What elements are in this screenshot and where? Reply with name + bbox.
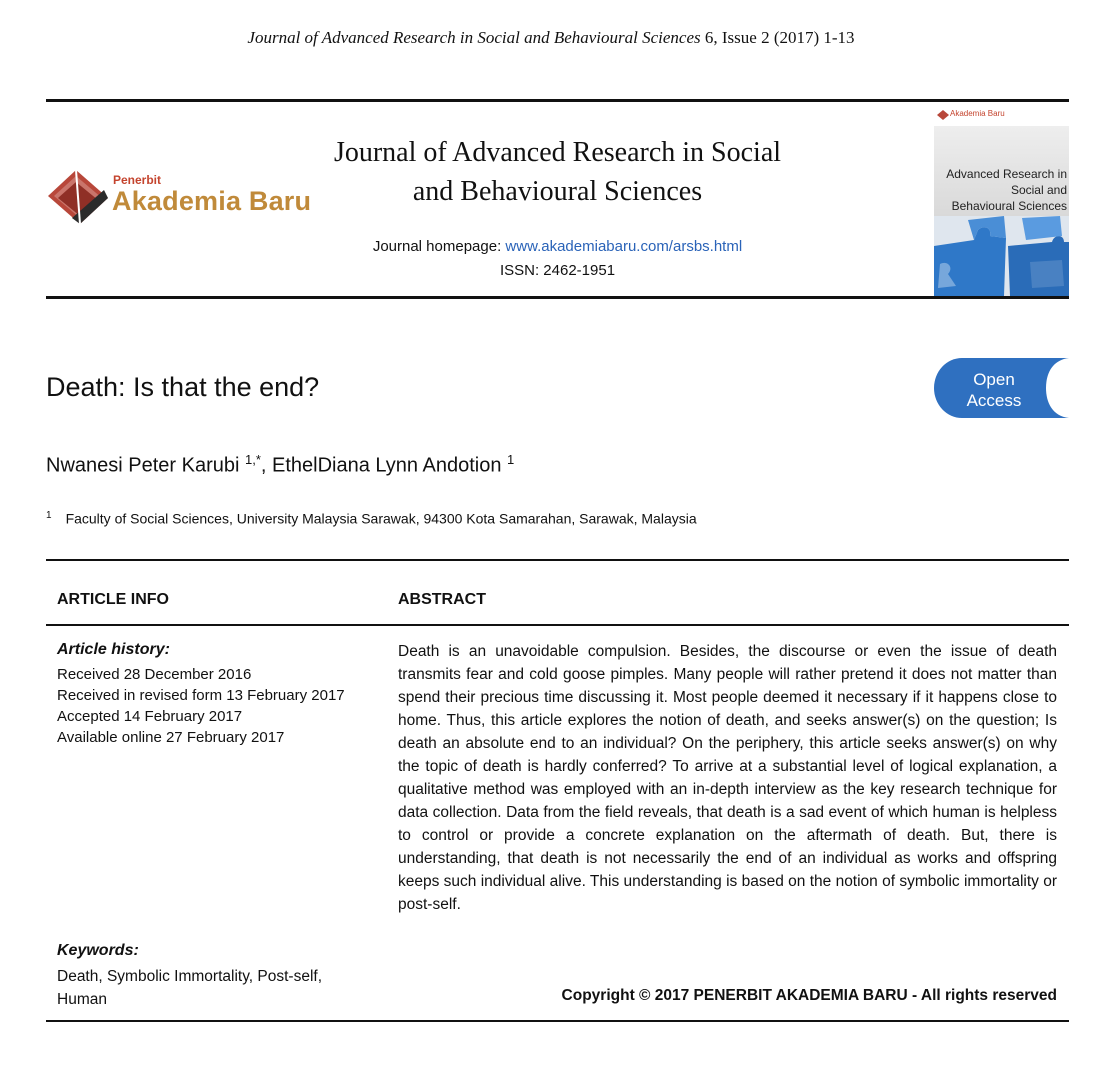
journal-title-line1: Journal of Advanced Research in Social bbox=[333, 137, 782, 168]
cover-top bbox=[934, 104, 1069, 126]
cover-title bbox=[934, 166, 1067, 214]
keywords-heading: Keywords: bbox=[57, 942, 139, 959]
open-access-badge[interactable] bbox=[934, 358, 1069, 418]
keywords-line1: Death, Symbolic Immortality, Post-self, bbox=[57, 968, 323, 985]
running-head-journal: Journal of Advanced Research in Social and Behavioural Sciences bbox=[247, 28, 701, 47]
author-2: EthelDiana Lynn Andotion bbox=[272, 454, 508, 477]
info-bottom-rule bbox=[46, 1020, 1069, 1022]
author-2-mark: 1 bbox=[507, 452, 515, 467]
running-head bbox=[0, 28, 1102, 48]
open-access-line1: Open bbox=[973, 370, 1015, 389]
journal-issn: ISSN: 2462-1951 bbox=[499, 262, 616, 279]
affiliation bbox=[46, 510, 697, 527]
journal-title-line2: and Behavioural Sciences bbox=[412, 176, 703, 207]
header-bottom-rule bbox=[46, 296, 1069, 299]
journal-cover bbox=[934, 104, 1069, 296]
header-top-rule bbox=[46, 99, 1069, 102]
book-logo-icon bbox=[46, 168, 112, 228]
authors bbox=[46, 452, 514, 478]
open-access-line2: Access bbox=[966, 391, 1022, 410]
article-history-heading: Article history: bbox=[57, 641, 170, 658]
history-revised: Received in revised form 13 February 2017 bbox=[57, 687, 345, 704]
info-top-rule bbox=[46, 559, 1069, 561]
publisher-logo bbox=[46, 168, 312, 228]
affiliation-mark: 1 bbox=[46, 510, 52, 521]
cover-logo-icon bbox=[936, 109, 950, 121]
author-separator: , bbox=[260, 454, 273, 477]
homepage-label: Journal homepage: bbox=[372, 238, 506, 255]
logo-publisher-name: Akademia Baru bbox=[112, 186, 312, 216]
open-access-label bbox=[954, 369, 1034, 411]
homepage-link[interactable]: www.akademiabaru.com/arsbs.html bbox=[505, 238, 743, 255]
article-info-heading: ARTICLE INFO bbox=[57, 591, 169, 608]
puzzle-icon bbox=[934, 216, 1069, 296]
abstract-heading: ABSTRACT bbox=[398, 591, 486, 608]
cover-band bbox=[934, 126, 1069, 216]
history-received: Received 28 December 2016 bbox=[57, 666, 252, 683]
history-accepted: Accepted 14 February 2017 bbox=[57, 708, 243, 725]
keywords-line2: Human bbox=[57, 991, 107, 1008]
author-1: Nwanesi Peter Karubi bbox=[46, 454, 245, 477]
info-header-rule bbox=[46, 624, 1069, 626]
cover-title-line1: Advanced Research in bbox=[946, 167, 1067, 181]
author-1-mark: 1,* bbox=[244, 452, 261, 467]
article-title: Death: Is that the end? bbox=[46, 372, 320, 402]
article-history-list bbox=[57, 664, 345, 748]
cover-logo-text: Akademia Baru bbox=[950, 109, 1005, 118]
keywords-list bbox=[57, 965, 377, 1011]
affiliation-text: Faculty of Social Sciences, University Malaysia Sarawak, 94300 Kota Samarahan, Sarawak, Malaysia bbox=[65, 510, 697, 527]
history-online: Available online 27 February 2017 bbox=[57, 729, 285, 746]
cover-title-line2: Social and bbox=[1010, 183, 1067, 197]
running-head-issue: 6, Issue 2 (2017) 1-13 bbox=[700, 28, 855, 47]
logo-penerbit-text: Penerbit bbox=[113, 173, 162, 187]
journal-homepage bbox=[290, 238, 825, 255]
cover-title-line3: Behavioural Sciences bbox=[951, 199, 1067, 213]
abstract-text: Death is an unavoidable compulsion. Besides, the discourse or even the issue of death transmits fear and cold goose pimples. Many people will rather pretend it does not matter than spend their precious time discussing it. Most people deemed it necessary if it happens close to home. Thus, this article explores the notion of death, and seeks answer(s) on the question; Is death an absolute end to an individual? On the periphery, this article seeks answer(s) on why the topic of death is hardly conferred? To arrive at a substantial level of logical explanation, a qualitative method was employed with an in-depth interview as the key research technique for data collection. Data from the field reveals, that death is a sad event of which human is helpless to control or provide a concrete explanation on the aftermath of death. But, there is understanding, that death is not necessarily the end of an individual as works and offspring keeps such individual alive. This understanding is based on the notion of symbolic immortality or post-self. bbox=[398, 643, 1057, 913]
journal-title bbox=[290, 133, 825, 211]
copyright-notice: Copyright © 2017 PENERBIT AKADEMIA BARU - All rights reserved bbox=[561, 987, 1057, 1004]
